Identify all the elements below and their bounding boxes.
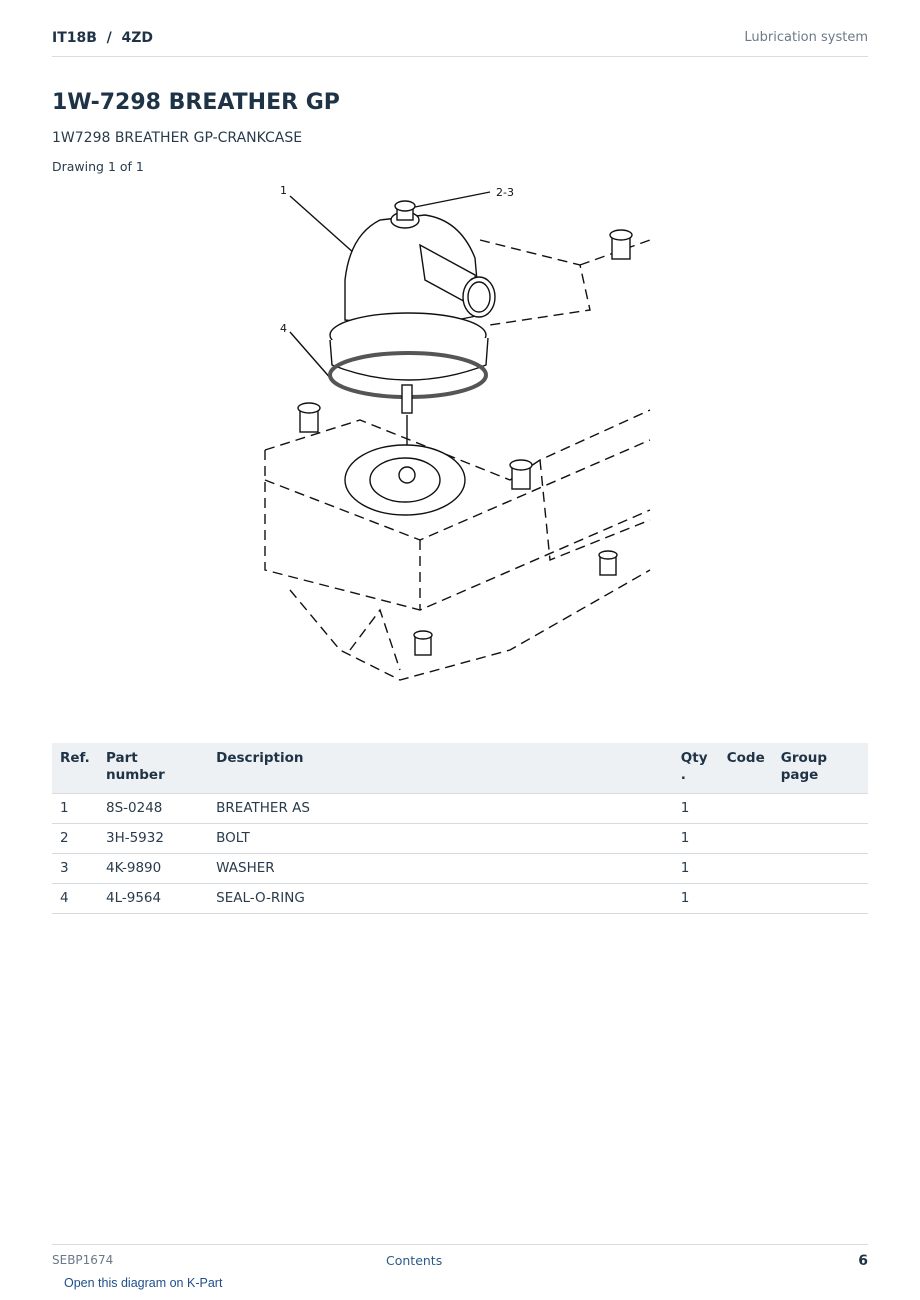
parts-diagram[interactable] [250,180,670,700]
col-part-number: Part number [98,743,208,794]
cell-group-page [773,794,868,824]
col-group-page: Group page [773,743,868,794]
col-description: Description [208,743,673,794]
col-qty: Qty . [673,743,719,794]
model-breadcrumb: IT18B / 4ZD [52,30,154,46]
cell-part-number: 4K-9890 [98,854,208,884]
cell-group-page [773,824,868,854]
cell-qty: 1 [673,884,719,914]
cell-qty: 1 [673,854,719,884]
cell-description: BOLT [208,824,673,854]
cell-qty: 1 [673,824,719,854]
cell-ref: 2 [52,824,98,854]
col-code: Code [719,743,773,794]
table-row [52,824,868,854]
callout-2-3[interactable]: 2-3 [496,186,514,199]
cell-ref: 4 [52,884,98,914]
page-header [52,28,868,57]
cell-code [719,854,773,884]
page-subtitle: 1W7298 BREATHER GP-CRANKCASE [52,130,303,146]
table-row [52,854,868,884]
cell-description: BREATHER AS [208,794,673,824]
table-header-row [52,743,868,794]
callout-1[interactable]: 1 [280,184,287,197]
page-title: 1W-7298 BREATHER GP [52,90,340,115]
cell-description: WASHER [208,854,673,884]
cell-part-number: 4L-9564 [98,884,208,914]
cell-qty: 1 [673,794,719,824]
drawing-label: Drawing 1 of 1 [52,159,144,174]
page-number: 6 [858,1253,868,1269]
cell-part-number: 8S-0248 [98,794,208,824]
section-name: Lubrication system [744,30,868,45]
cell-ref: 1 [52,794,98,824]
open-kpart-link[interactable]: Open this diagram on K-Part [64,1276,223,1290]
cell-group-page [773,854,868,884]
cell-code [719,884,773,914]
cell-ref: 3 [52,854,98,884]
callout-4[interactable]: 4 [280,322,287,335]
cell-part-number: 3H-5932 [98,824,208,854]
parts-table [52,743,868,914]
cell-group-page [773,884,868,914]
col-ref: Ref. [52,743,98,794]
table-row [52,884,868,914]
document-id: SEBP1674 [52,1253,114,1267]
contents-link[interactable]: Contents [386,1253,443,1268]
cell-code [719,794,773,824]
table-row [52,794,868,824]
cell-description: SEAL-O-RING [208,884,673,914]
cell-code [719,824,773,854]
